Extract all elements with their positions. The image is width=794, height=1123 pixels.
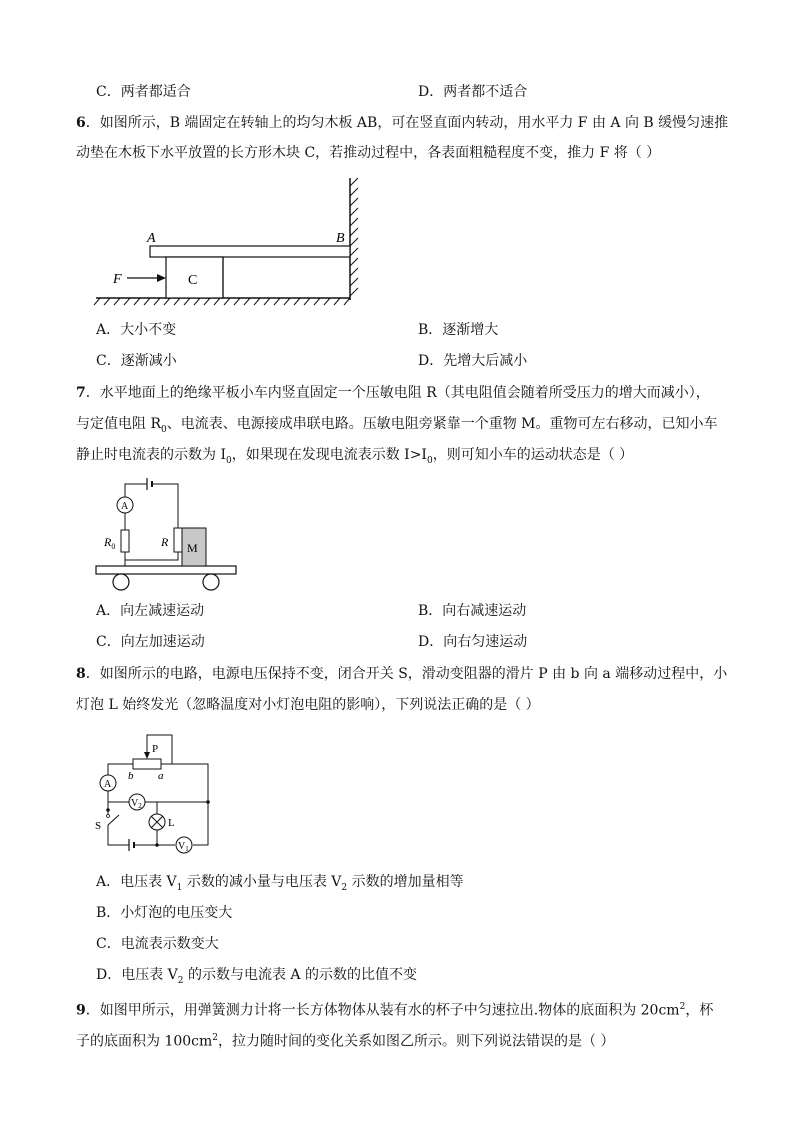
q8-opt-d-1: D．电压表 V [96, 967, 178, 983]
label-m: M [187, 541, 198, 555]
q9-text2a: 子的底面积为 100cm [76, 1033, 213, 1050]
v2-label: $V_2$ [131, 798, 142, 810]
q8-option-c: C．电流表示数变大 [96, 936, 219, 952]
ammeter-label: A [121, 501, 129, 512]
rheostat [133, 759, 161, 769]
q9-stem-line1 [76, 997, 713, 1021]
q8-opt-a-2: 示数的减小量与电压表 V [182, 874, 342, 890]
q7-number: 7 [76, 385, 86, 401]
q7-text3c: ，则可知小车的运动状态是（ ） [432, 447, 634, 463]
q8-opt-a-sub1: 1 [176, 882, 183, 893]
q7-text3b: ，如果现在发现电流表示数 I>I [231, 447, 427, 463]
label-r0: $R_0$ [104, 535, 116, 551]
ammeter-label: A [104, 779, 112, 790]
q9-text1b: ，杯 [685, 1002, 714, 1019]
label-f: F [113, 272, 122, 287]
q6-option-b: B．逐渐增大 [418, 322, 499, 338]
q8-opt-a-sub2: 2 [341, 882, 348, 893]
q6-option-c: C．逐渐减小 [96, 353, 177, 369]
q8-opt-a-3: 示数的增加量相等 [347, 874, 464, 890]
q5-option-c: C．两者都适合 [96, 84, 191, 100]
q9-stem-line2 [76, 1028, 614, 1052]
q8-number: 8 [76, 666, 86, 682]
q8-opt-d-sub: 2 [177, 975, 184, 986]
v1-label: $V_1$ [178, 841, 189, 853]
q9-text2b: ，拉力随时间的变化关系如图乙所示。则下列说法错误的是（ ） [218, 1033, 615, 1050]
q5-option-d: D．两者都不适合 [418, 84, 528, 100]
q9-sup1: 2 [679, 1002, 686, 1012]
label-b: B [336, 231, 345, 246]
q6-stem-line2: 动垫在木板下水平放置的长方形木块 C，若推动过程中，各表面粗糙程度不变，推力 F 将（ ） [76, 145, 661, 161]
q7-text3a: 静止时电流表的示数为 I [76, 447, 226, 463]
q7-sub-r0: 0 [161, 424, 167, 435]
q6-option-d: D．先增大后减小 [418, 353, 528, 369]
label-a: a [158, 770, 164, 782]
q8-opt-a-1: A．电压表 V [96, 874, 177, 890]
q7-sub-i0a: 0 [225, 455, 232, 466]
q7-text2a: 与定值电阻 R [76, 416, 161, 432]
q6-number: 6 [76, 115, 86, 131]
q8-option-b: B．小灯泡的电压变大 [96, 905, 233, 921]
q8-option-d [96, 965, 417, 991]
label-a: A [147, 231, 156, 246]
q7-option-b: B．向右减速运动 [418, 603, 527, 619]
q8-option-a [96, 872, 464, 898]
label-p: P [152, 743, 159, 755]
q7-option-d: D．向右匀速运动 [418, 634, 528, 650]
label-c: C [188, 273, 198, 288]
q7-sub-i0b: 0 [426, 455, 433, 466]
q6-text1: ．如图所示，B 端固定在转轴上的均匀木板 AB，可在竖直面内转动，用水平力 F 由 A 向 B 缓慢匀速推 [85, 115, 729, 131]
q9-text1a: ．如图甲所示，用弹簧测力计将一长方体物体从装有水的杯子中匀速拉出.物体的底面积为 20cm [85, 1002, 680, 1019]
q7-text1: ．水平地面上的绝缘平板小车内竖直固定一个压敏电阻 R（其电阻值会随着所受压力的增大而减小）， [85, 385, 710, 401]
q9-sup2: 2 [212, 1033, 219, 1043]
q9-number: 9 [76, 1002, 86, 1019]
label-l: L [168, 817, 175, 829]
label-b: b [128, 770, 134, 782]
q7-option-c: C．向左加速运动 [96, 634, 205, 650]
q7-text2b: 、电流表、电源接成串联电路。压敏电阻旁紧靠一个重物 M。重物可左右移动，已知小车 [166, 416, 718, 432]
label-r: R [161, 535, 169, 549]
q8-opt-d-2: 的示数与电流表 A 的示数的比值不变 [183, 967, 417, 983]
label-s: S [95, 820, 102, 832]
q6-option-a: A．大小不变 [96, 322, 177, 338]
q8-text1: ．如图所示的电路，电源电压保持不变，闭合开关 S，滑动变阻器的滑片 P 由 b 向 a 端移动过程中，小 [85, 666, 728, 682]
slider-arrow-icon [144, 752, 150, 759]
q7-option-a: A．向左减速运动 [96, 603, 205, 619]
q8-stem-line2: 灯泡 L 始终发光（忽略温度对小灯泡电阻的影响），下列说法正确的是（ ） [76, 697, 540, 713]
